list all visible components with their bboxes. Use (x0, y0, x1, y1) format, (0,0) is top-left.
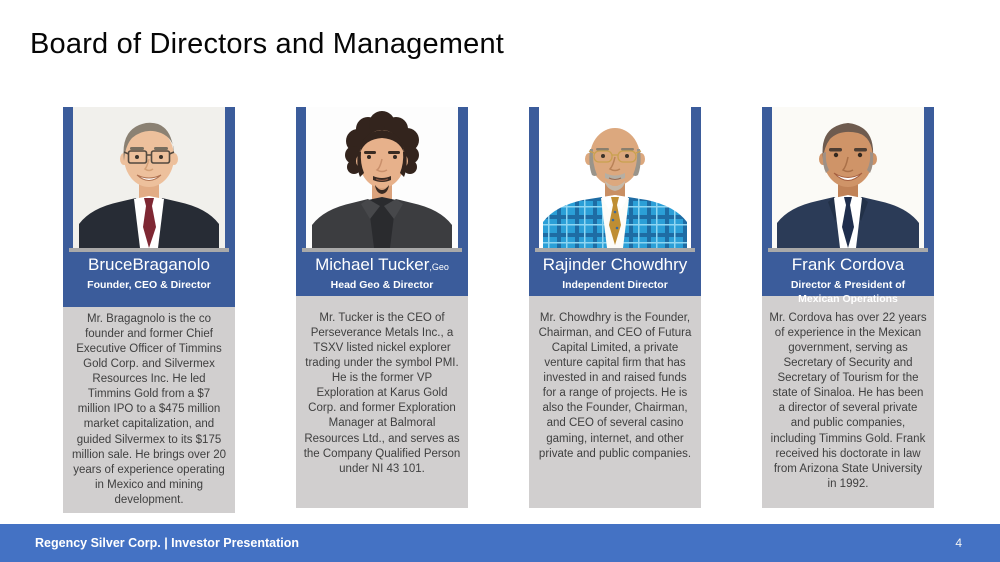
portrait-photo-frank (772, 107, 924, 248)
card-header-panel (296, 107, 468, 296)
portrait-illustration (306, 107, 458, 248)
person-title: Director & President of Mexican Operations (790, 279, 906, 305)
photo-shadow (768, 248, 928, 252)
portrait-illustration (73, 107, 225, 248)
card-header-panel (529, 107, 701, 296)
photo-shadow (535, 248, 695, 252)
portrait-photo-bruce (73, 107, 225, 248)
page-number: 4 (955, 536, 962, 550)
person-bio-panel (63, 302, 235, 513)
director-card-frank (762, 99, 934, 490)
person-title: Head Geo & Director (330, 279, 434, 291)
portrait-photo-michael (306, 107, 458, 248)
person-bio-panel (296, 291, 468, 508)
director-card-michael (296, 99, 468, 475)
footer-bar (0, 524, 1000, 562)
person-bio-text: Mr. Chowdhry is the Founder, Chairman, and CEO of Futura Capital Limited, a private venture capital firm that has invested in and raised funds for a range of projects. He is also the Founder, Chairman, and CEO of several casino gaming, internet, and other private and public companies. (538, 312, 692, 460)
footer-text: Regency Silver Corp. | Investor Presentation (35, 536, 299, 550)
portrait-illustration (539, 107, 691, 248)
person-name: BruceBraganolo (88, 255, 210, 274)
card-header-panel (63, 107, 235, 307)
person-bio-text: Mr. Bragagnolo is the co founder and former Chief Executive Officer of Timmins Gold Corp. and Silvermex Resources Inc. He led Timmins Gold from a $7 million IPO to a $475 million market capitalization, and guided Silvermex to its $175 million sale. He brings over 20 years of experience operating in Mexico and mining development. (71, 313, 227, 506)
person-name: Rajinder Chowdhry (542, 255, 688, 274)
card-header-panel (762, 107, 934, 305)
portrait-illustration (772, 107, 924, 248)
person-bio-panel (529, 291, 701, 508)
portrait-photo-rajinder (539, 107, 691, 248)
photo-shadow (302, 248, 462, 252)
person-title: Founder, CEO & Director (87, 279, 211, 291)
director-card-bruce (63, 99, 235, 506)
person-bio-text: Mr. Tucker is the CEO of Perseverance Metals Inc., a TSXV listed nickel explorer trading under the symbol PMI. He is the former VP Exploration at Karus Gold Corp. and former Exploration Manager at Balmoral Resources Ltd., and serves as the Company Qualified Person under NI 43 101. (303, 312, 461, 475)
photo-shadow (69, 248, 229, 252)
person-title: Independent Director (562, 279, 668, 291)
page-title: Board of Directors and Management (30, 28, 505, 60)
director-card-rajinder (529, 99, 701, 460)
person-bio-text: Mr. Cordova has over 22 years of experience in the Mexican government, serving as Secretary of Security and Secretary of Tourism for the state of Sinaloa. He has been a director of several private and public companies, including Timmins Gold. Frank received his doctorate in law from Arizona State University in 1992. (769, 312, 927, 490)
person-name: Frank Cordova (791, 255, 905, 274)
person-bio-panel (762, 291, 934, 508)
person-name: Michael Tucker,Geo (315, 255, 449, 274)
